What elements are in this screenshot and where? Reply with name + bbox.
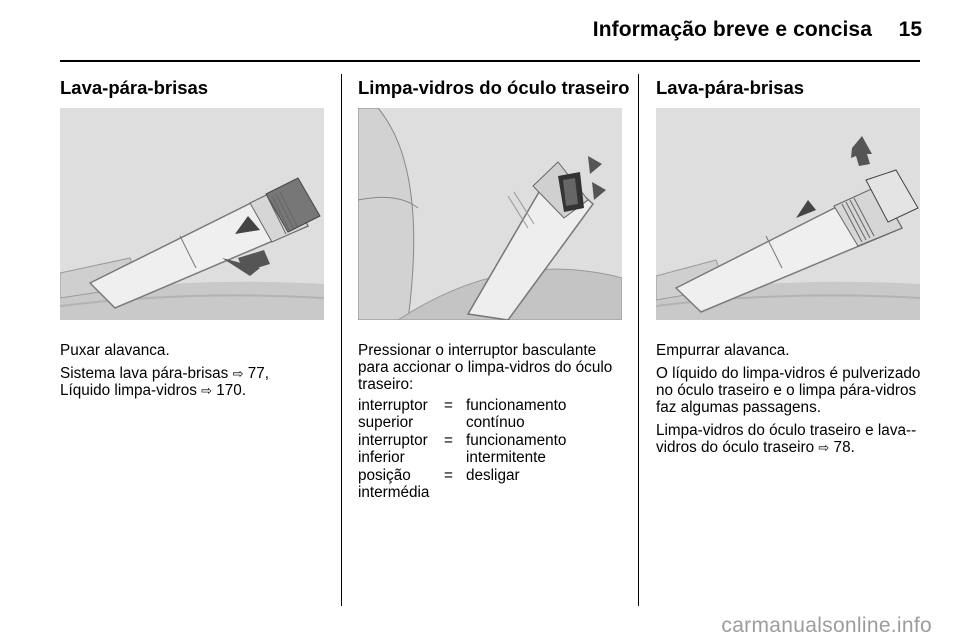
paragraph: Limpa-vidros do óculo traseiro e lava--vidros do óculo traseiro ⇨ 78. xyxy=(656,422,917,456)
column-middle xyxy=(358,76,630,502)
column-divider xyxy=(638,74,639,606)
paragraph: Empurrar alavanca. xyxy=(656,342,790,359)
column-divider xyxy=(341,74,342,606)
section-heading: Lava-pára-brisas xyxy=(656,77,805,98)
legend-row: interruptor superior = funcionamento contínuo xyxy=(358,397,567,431)
section-body xyxy=(358,342,624,502)
cross-reference-icon[interactable]: ⇨ xyxy=(818,440,830,455)
legend-row: interruptor inferior = funcionamento intermitente xyxy=(358,432,567,466)
section-heading: Lava-pára-brisas xyxy=(60,77,209,98)
column-left xyxy=(60,76,326,405)
paragraph: Sistema lava pára-brisas ⇨ 77, Líquido limpa-vidros ⇨ 170. xyxy=(60,365,270,399)
watermark: carmanualsonline.info xyxy=(721,614,932,637)
cross-reference-icon[interactable]: ⇨ xyxy=(201,383,213,398)
header-title: Informação breve e concisa xyxy=(592,18,872,41)
switch-legend-table xyxy=(358,397,624,502)
rear-wiper-switch-figure xyxy=(358,108,622,320)
wiper-lever-push-figure xyxy=(656,108,920,320)
section-body xyxy=(60,342,326,399)
section-body xyxy=(656,342,922,456)
cross-reference-icon[interactable]: ⇨ xyxy=(232,366,244,381)
column-right xyxy=(656,76,922,462)
header-divider xyxy=(60,60,920,62)
legend-row: posição intermédia = desligar xyxy=(358,467,520,501)
wiper-lever-pull-figure xyxy=(60,108,324,320)
paragraph: Pressionar o interruptor basculante para accionar o limpa-vidros do óculo traseiro: xyxy=(358,342,613,393)
section-heading: Limpa-vidros do óculo traseiro xyxy=(358,77,630,98)
page-number: 15 xyxy=(898,18,922,41)
paragraph: O líquido do limpa-vidros é pulverizado no óculo traseiro e o limpa pára-vidros faz algumas passagens. xyxy=(656,365,921,416)
paragraph: Puxar alavanca. xyxy=(60,342,170,359)
